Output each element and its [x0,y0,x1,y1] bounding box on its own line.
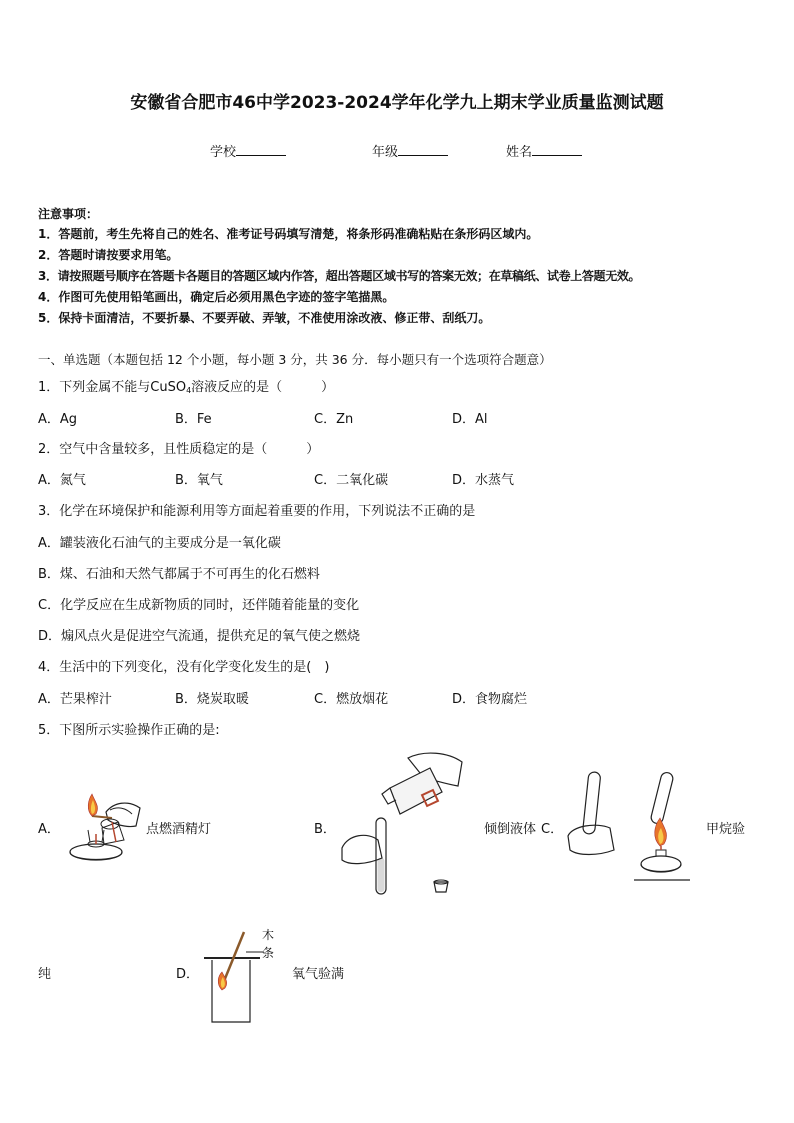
school-field [210,141,286,160]
q2-option-c[interactable]: C．二氧化碳 [314,473,389,488]
q4-option-b[interactable]: B．烧炭取暖 [175,692,249,707]
notice-item: 3．请按照题号顺序在答题卡各题目的答题区域内作答，超出答题区域书写的答案无效；在草稿纸、试卷上答题无效。 [38,269,641,283]
question-1-stem [38,376,334,395]
methane-purity-test-figure [566,770,692,884]
grade-label: 年级 [372,145,399,160]
q1-stem-b: 溶液反应的是（ ） [191,380,335,395]
name-field [506,141,582,160]
q1-stem-a: 1．下列金属不能与CuSO [38,380,187,395]
name-blank[interactable] [532,143,582,156]
q5-option-b-caption: 倾倒液体 [484,822,537,837]
q3-option-b[interactable]: B．煤、石油和天然气都属于不可再生的化石燃料 [38,567,320,582]
q3-option-c[interactable]: C．化学反应在生成新物质的同时，还伴随着能量的变化 [38,598,360,613]
q1-option-d[interactable]: D．Al [452,412,488,427]
q3-option-d[interactable]: D．煽风点火是促进空气流通，提供充足的氧气使之燃烧 [38,629,361,644]
name-label: 姓名 [506,145,533,160]
notice-heading: 注意事项： [38,207,99,221]
question-5-stem: 5．下图所示实验操作正确的是: [38,723,220,738]
q1-option-c[interactable]: C．Zn [314,412,354,427]
grade-blank[interactable] [398,143,448,156]
q2-option-b[interactable]: B．氧气 [175,473,223,488]
school-label: 学校 [210,145,237,160]
q4-option-a[interactable]: A．芒果榨汁 [38,692,112,707]
notice-item: 5．保持卡面清洁，不要折暴、不要弄破、弄皱，不准使用涂改液、修正带、刮纸刀。 [38,311,491,325]
q5-option-c[interactable]: C． [541,822,564,837]
question-3-stem: 3．化学在环境保护和能源利用等方面起着重要的作用，下列说法不正确的是 [38,504,476,519]
q5-option-a[interactable]: A． [38,822,60,837]
grade-field [372,141,448,160]
q5-option-c-caption-continued: 纯 [38,967,52,982]
school-blank[interactable] [236,143,286,156]
q1-stem-sub: 4 [186,386,192,395]
q2-option-a[interactable]: A．氮气 [38,473,86,488]
page-title: 安徽省合肥市46中学2023-2024学年化学九上期末学业质量监测试题 [130,93,664,113]
notice-item: 2．答题时请按要求用笔。 [38,248,179,262]
q5-option-b[interactable]: B． [314,822,336,837]
q1-option-a[interactable]: A．Ag [38,412,78,427]
alcohol-lamp-lighting-figure [62,782,148,874]
q5-option-d[interactable]: D． [176,967,200,982]
question-4-stem: 4．生活中的下列变化，没有化学变化发生的是( ) [38,660,330,675]
q5-option-d-label-bottom: 条 [262,946,275,960]
q5-option-c-caption: 甲烷验 [706,822,746,837]
notice-item: 1．答题前，考生先将自己的姓名、准考证号码填写清楚，将条形码准确粘贴在条形码区域内。 [38,227,539,241]
pouring-liquid-figure [338,748,468,898]
q5-option-a-caption: 点燃酒精灯 [146,822,212,837]
section-heading: 一、单选题（本题包括 12 个小题，每小题 3 分，共 36 分．每小题只有一个选项符合题意） [38,352,552,367]
oxygen-full-test-figure [202,928,275,1028]
q4-option-d[interactable]: D．食物腐烂 [452,692,528,707]
q2-option-d[interactable]: D．水蒸气 [452,473,515,488]
q5-option-d-label-top: 木 [262,928,275,942]
question-2-stem: 2．空气中含量较多，且性质稳定的是（ ） [38,442,320,457]
q1-option-b[interactable]: B．Fe [175,412,212,427]
q3-option-a[interactable]: A．罐装液化石油气的主要成分是一氧化碳 [38,536,281,551]
q4-option-c[interactable]: C．燃放烟花 [314,692,389,707]
notice-item: 4．作图可先使用铅笔画出，确定后必须用黑色字迹的签字笔描黑。 [38,290,395,304]
q5-option-d-caption: 氧气验满 [292,967,345,982]
